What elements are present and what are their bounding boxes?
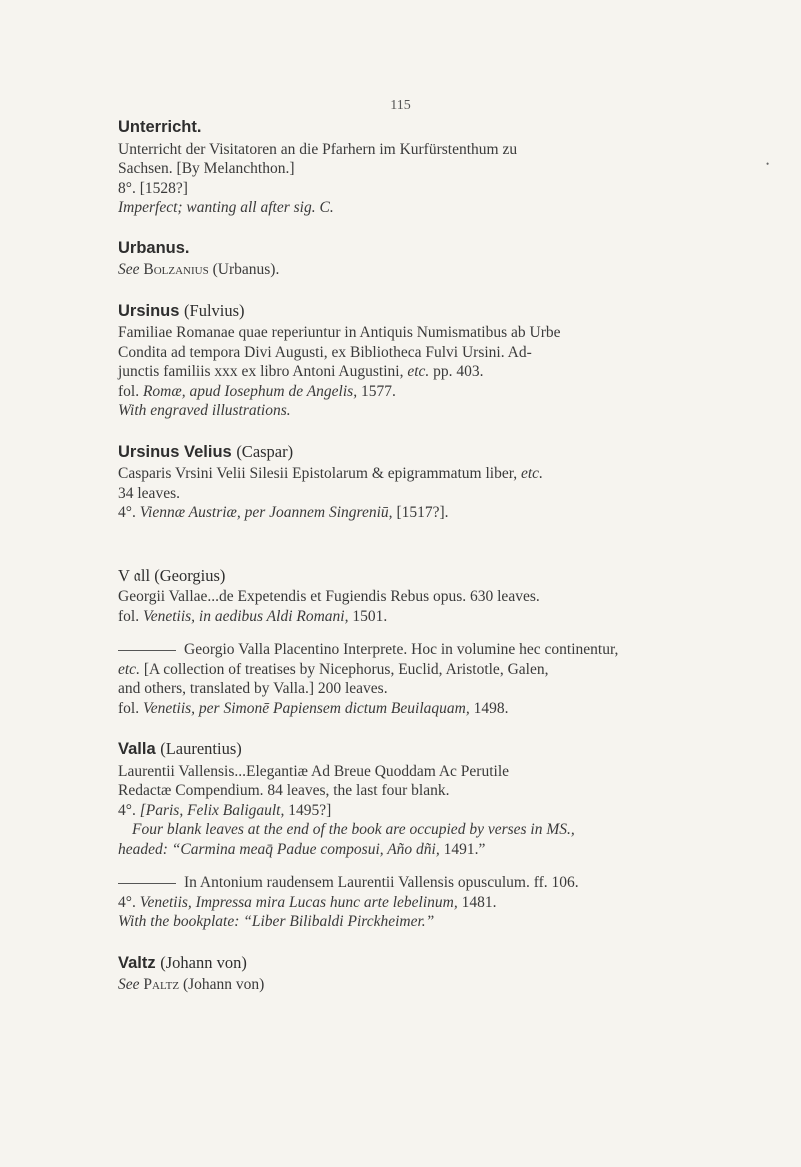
title-line: Condita ad tempora Divi Augusti, ex Bibliotheca Fulvi Ursini. Ad- [118,343,532,361]
title-line: Sachsen. [By Melanchthon.] [118,160,295,177]
imprint-line: fol. Romæ, apud Iosephum de Angelis, 1577. [118,382,396,400]
entry-heading: Ursinus Velius (Caspar) [118,441,294,461]
note-line: With the bookplate: “Liber Bilibaldi Pirckheimer.” [118,913,435,930]
entry-heading: Ursinus (Fulvius) [118,300,245,320]
note-line: Four blank leaves at the end of the book are occupied by verses in MS., [132,821,575,838]
cross-reference: See Paltz (Johann von) [118,976,265,993]
title-line: Familiae Romanae quae reperiuntur in Antiquis Numismatibus ab Urbe [118,324,561,341]
margin-mark: • [766,159,770,169]
entry-unterricht [118,118,738,218]
imprint-line: 4°. [Paris, Felix Baligault, 1495?] [118,801,332,819]
entry-valla-laurentius-second [118,873,738,932]
title-line: Georgio Valla Placentino Interprete. Hoc in volumine hec continentur, [118,640,738,660]
imprint-line: 4°. Venetiis, Impressa mira Lucas hunc arte lebelinum, 1481. [118,893,497,911]
title-line: junctis familiis xxx ex libro Antoni Augustini, etc. pp. 403. [118,363,484,380]
note-line: With engraved illustrations. [118,402,291,419]
entry-urbanus [118,239,738,280]
entry-ursinus-velius [118,442,738,523]
entry-valla-laurentius [118,739,738,859]
entry-heading: V 𝔞ll (Georgius) [118,565,226,585]
title-line: and others, translated by Valla.] 200 leaves. [118,680,388,697]
entry-heading: Urbanus. [118,238,190,257]
title-line: In Antonium raudensem Laurentii Vallensis opusculum. ff. 106. [118,873,738,893]
entry-heading: Valla (Laurentius) [118,739,242,758]
collation-line: 34 leaves. [118,484,180,502]
note-line: Imperfect; wanting all after sig. C. [118,199,334,216]
imprint-line: 4°. Viennæ Austriæ, per Joannem Singreniū, [1517?]. [118,504,449,521]
imprint-line: fol. Venetiis, in aedibus Aldi Romani, 1501. [118,607,388,625]
cross-reference: See Bolzanius (Urbanus). [118,261,280,278]
note-line: headed: “Carmina meaq̄ Padue composui, Año dñi, 1491.” [118,840,486,858]
entry-heading: Unterricht. [118,118,202,136]
title-line: Laurentii Vallensis...Elegantiæ Ad Breue Quoddam Ac Perutile [118,762,510,780]
imprint-line: fol. Venetiis, per Simonē Papiensem dictum Beuilaquam, 1498. [118,699,509,717]
entry-vall-georgius [118,566,738,627]
imprint-line: 8°. [1528?] [118,179,188,197]
page-number: 115 [390,98,411,113]
title-line: Georgii Vallae...de Expetendis et Fugiendis Rebus opus. 630 leaves. [118,588,540,605]
entry-valtz [118,953,738,995]
entry-heading: Valtz (Johann von) [118,952,247,972]
catalogue-page [118,118,738,995]
title-line: Unterricht der Visitatoren an die Pfarhern im Kurfürstenthum zu [118,140,518,158]
title-line: etc. [A collection of treatises by Nicephorus, Euclid, Aristotle, Galen, [118,660,549,678]
title-line: Redactæ Compendium. 84 leaves, the last four blank. [118,782,450,799]
entry-ursinus-fulvius [118,301,738,421]
entry-vall-georgius-second [118,640,738,718]
title-line: Casparis Vrsini Velii Silesii Epistolarum & epigrammatum liber, etc. [118,465,543,482]
